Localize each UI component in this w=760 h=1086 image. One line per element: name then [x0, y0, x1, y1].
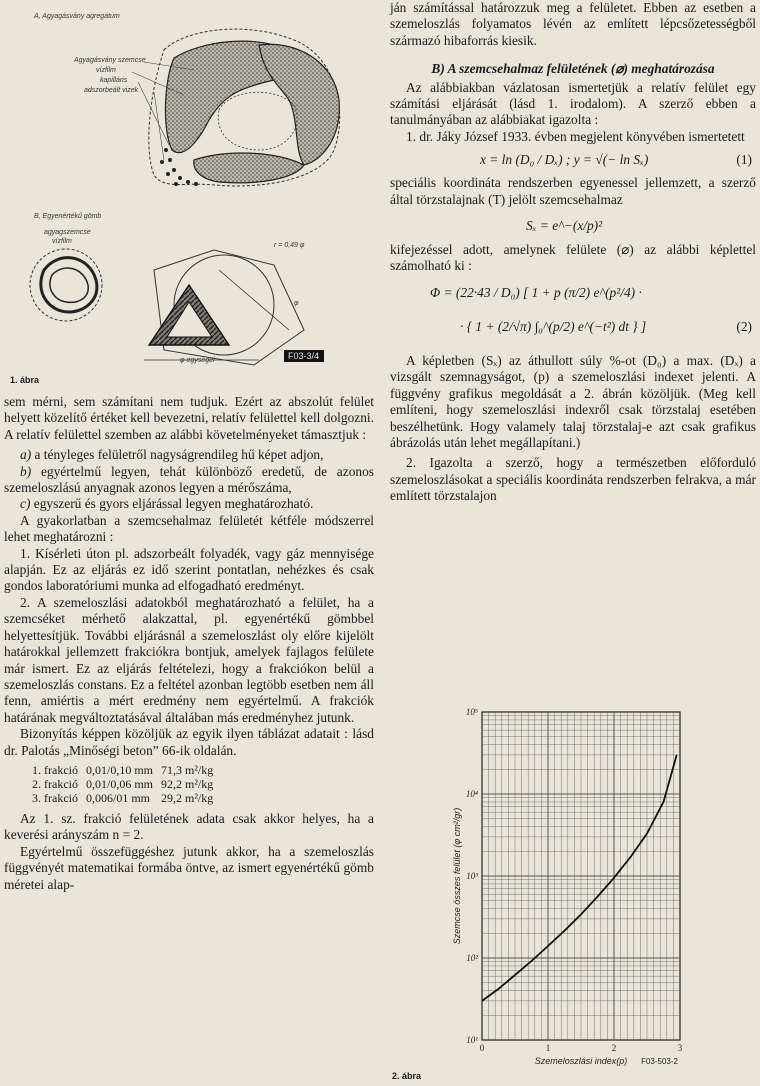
left-paragraph-6: Az 1. sz. frakció felületének adata csak akkor helyes, ha a keverési arányszám n = 2. — [4, 810, 374, 843]
equation-2-text: Sₓ = e^−(x/p)² — [526, 218, 603, 234]
equivalent-sphere-small — [30, 249, 102, 321]
svg-text:vízfilm: vízfilm — [52, 238, 72, 245]
requirement-c: c) egyszerű és gyors eljárással legyen meghatározható. — [20, 496, 314, 512]
figure-1 — [4, 0, 374, 385]
requirement-b: b) egyértelmű legyen, tehát különböző eredetű, de azonos szemeloszlású anyagnak azonos legyen a mérőszáma, — [4, 463, 374, 496]
data-series-line — [482, 755, 677, 1001]
right-column — [390, 0, 756, 505]
equation-3-line-2: · { 1 + (2/√π) ∫₀^(p/2) e^(−t²) dt } ] — [460, 318, 647, 334]
section-title: B) A szemcsehalmaz felületének (⌀) meghatározása — [431, 61, 715, 77]
fig1-b-phi: φ — [294, 300, 299, 307]
equation-3-number: (2) — [736, 318, 752, 334]
fig1-b-units: φ egységei — [180, 357, 215, 364]
svg-text:adszorbeált vizek: adszorbeált vizek — [84, 87, 139, 94]
y-tick-label: 10³ — [466, 871, 478, 881]
equation-2 — [390, 208, 756, 242]
right-paragraph-6: 2. Igazolta a szerző, hogy a természetben előforduló szemeloszlásokat a speciális koordináta rendszerben felrakva, a már említett törzstalajon — [390, 455, 756, 504]
equation-3 — [390, 275, 756, 347]
y-axis-label: Szemcse összes felület (φ cm²/gr) — [452, 807, 462, 945]
right-paragraph-0: ján számítással határozzuk meg a felületet. Ebben az esetben a szemeloszlás folyamatos lévén az említett lépcsőzetességből származó hibaforrás kiesik. — [390, 0, 756, 48]
svg-text:agyagszemcse: agyagszemcse — [44, 229, 91, 236]
right-paragraph-5: A képletben (Sₓ) az áthullott súly %-ot (D₀) a max. (Dₓ) a vizsgált szemnagyságot, (p) a szemeloszlási indexet jelenti. A függvény grafikus megoldását a 2. ábrán közöljük. (Meg kell említeni, hogy szemeloszlási indexről csak törzstalaj esetében beszélhetünk. Hogy valamely talaj törzstalaj-e azt csak grafikus ábrázolás után lehet megállapítani.) — [390, 352, 756, 450]
right-paragraph-2: 1. dr. Jáky József 1933. évben megjelent könyvében ismertetett — [406, 128, 745, 144]
right-paragraph-3: speciális koordináta rendszerben egyenessel jellemzett, a szerző által törzstalajnak (T) jelölt szemcsehalmaz — [390, 175, 756, 207]
y-tick-label: 10¹ — [466, 1035, 478, 1045]
aggregate-a-shape — [149, 29, 340, 186]
x-tick-label: 3 — [677, 1043, 683, 1053]
equivalent-sphere-large — [144, 250, 304, 365]
requirement-a: a) a tényleges felületről nagyságrendileg hű képet adjon, — [20, 447, 324, 463]
equation-1-number: (1) — [736, 152, 752, 168]
fig1-b-title: B, Egyenértékű gömb — [34, 213, 102, 220]
figure-1-caption: 1. ábra — [10, 375, 40, 385]
fraction-table — [32, 763, 221, 805]
y-tick-label: 10⁵ — [465, 707, 478, 717]
left-paragraph-3: 1. Kísérleti úton pl. adszorbeált folyadék, vagy gáz mennyisége alapján. Ez az eljárás ez idő szerint pontatlan, nehézkes és csak gondos laboratóriumi munka ad elfogadható eredményt. — [4, 545, 374, 594]
x-tick-label: 1 — [545, 1043, 551, 1053]
fig1-stamp: F03-3/4 — [288, 351, 320, 361]
svg-text:Agyagásvány szemcse: Agyagásvány szemcse — [74, 57, 146, 64]
figure-2-caption: 2. ábra — [392, 1071, 422, 1081]
left-paragraph-4: 2. A szemeloszlási adatokból meghatározható a felület, ha a szemcséket mérhető alakzattal, pl. egyenértékű gömbbel helyettesítjük. További eljárásnál a szemeloszlást oly előre kijelölt határokkal jellemzett frakciókra bontjuk, amelyek fajlagos felülete már ismert. Ez az eljárás feltételezi, hogy a frakciókon belül a szemeloszlás constans. Ez a feltétel azonban legtöbb esetben nem áll fenn, amiértis a mért eredmény nem egyértelmű. A frakciók határának megváltoztatásával általában más eredményhez jutunk. — [4, 594, 374, 725]
figure-2 — [390, 700, 756, 1086]
fig1-b-radius: r = 0,49 φ — [274, 242, 305, 249]
x-axis-label: Szemeloszlási index(p) — [534, 1056, 628, 1066]
equation-3-line-1: Φ = (22·43 / D₀) [ 1 + p (π/2) e^(p²/4) · — [430, 284, 642, 300]
y-tick-label: 10⁴ — [465, 789, 478, 799]
figure-2-stamp: F03-503-2 — [641, 1057, 678, 1066]
left-paragraph-5: Bizonyítás képpen közöljük az egyik ilyen táblázat adatait : lásd dr. Palotás „Minőségi beton” 66-ik oldalán. — [4, 726, 374, 758]
svg-text:kapilláris: kapilláris — [100, 77, 128, 84]
table-row: 2. frakció 0,01/0,06 mm 92,2 m²/kg — [32, 776, 214, 791]
figure-2-chart — [390, 700, 756, 1072]
svg-text:vízfilm: vízfilm — [96, 67, 116, 74]
left-paragraph-7: Egyértelmű összefüggéshez jutunk akkor, ha a szemeloszlás függvényét matematikai formába öntve, az ismert egyenértékű gömb méretei alap- — [4, 843, 374, 892]
x-tick-label: 2 — [611, 1043, 617, 1053]
equation-1 — [390, 145, 756, 175]
equation-1-text: x = ln (D₀ / Dₓ) ; y = √(− ln Sₓ) — [480, 152, 649, 168]
left-paragraph-2: A gyakorlatban a szemcsehalmaz felületét kétféle módszerrel lehet meghatározni : — [4, 512, 374, 545]
right-paragraph-4: kifejezéssel adott, amelynek felülete (⌀) az alábbi képlettel számolható ki : — [390, 242, 756, 274]
right-paragraph-1: Az alábbiakban vázlatosan ismertetjük a relatív felület egy számítási eljárását (lásd 1. irodalom). A szerző ebben a tanulmányában az alábbiakat igazolta : — [390, 79, 756, 128]
figure-1-drawing — [4, 0, 374, 370]
table-row: 3. frakció 0,006/01 mm 29,2 m²/kg — [32, 790, 214, 805]
x-tick-label: 0 — [479, 1043, 485, 1053]
left-text — [4, 394, 374, 893]
left-paragraph-1: sem mérni, sem számítani nem tudjuk. Ezért az abszolút felület helyett közelítő értéket kell bevezetni, relatív felülettel kell dolgozni. A relatív felülettel szemben az alábbi követelményeket támasztjuk : — [4, 394, 374, 442]
y-tick-label: 10² — [466, 953, 478, 963]
fig1-a-title: A, Agyagásvány agregátum — [34, 13, 120, 20]
left-column — [4, 0, 374, 893]
table-row: 1. frakció 0,01/0,10 mm 71,3 m²/kg — [32, 762, 214, 777]
